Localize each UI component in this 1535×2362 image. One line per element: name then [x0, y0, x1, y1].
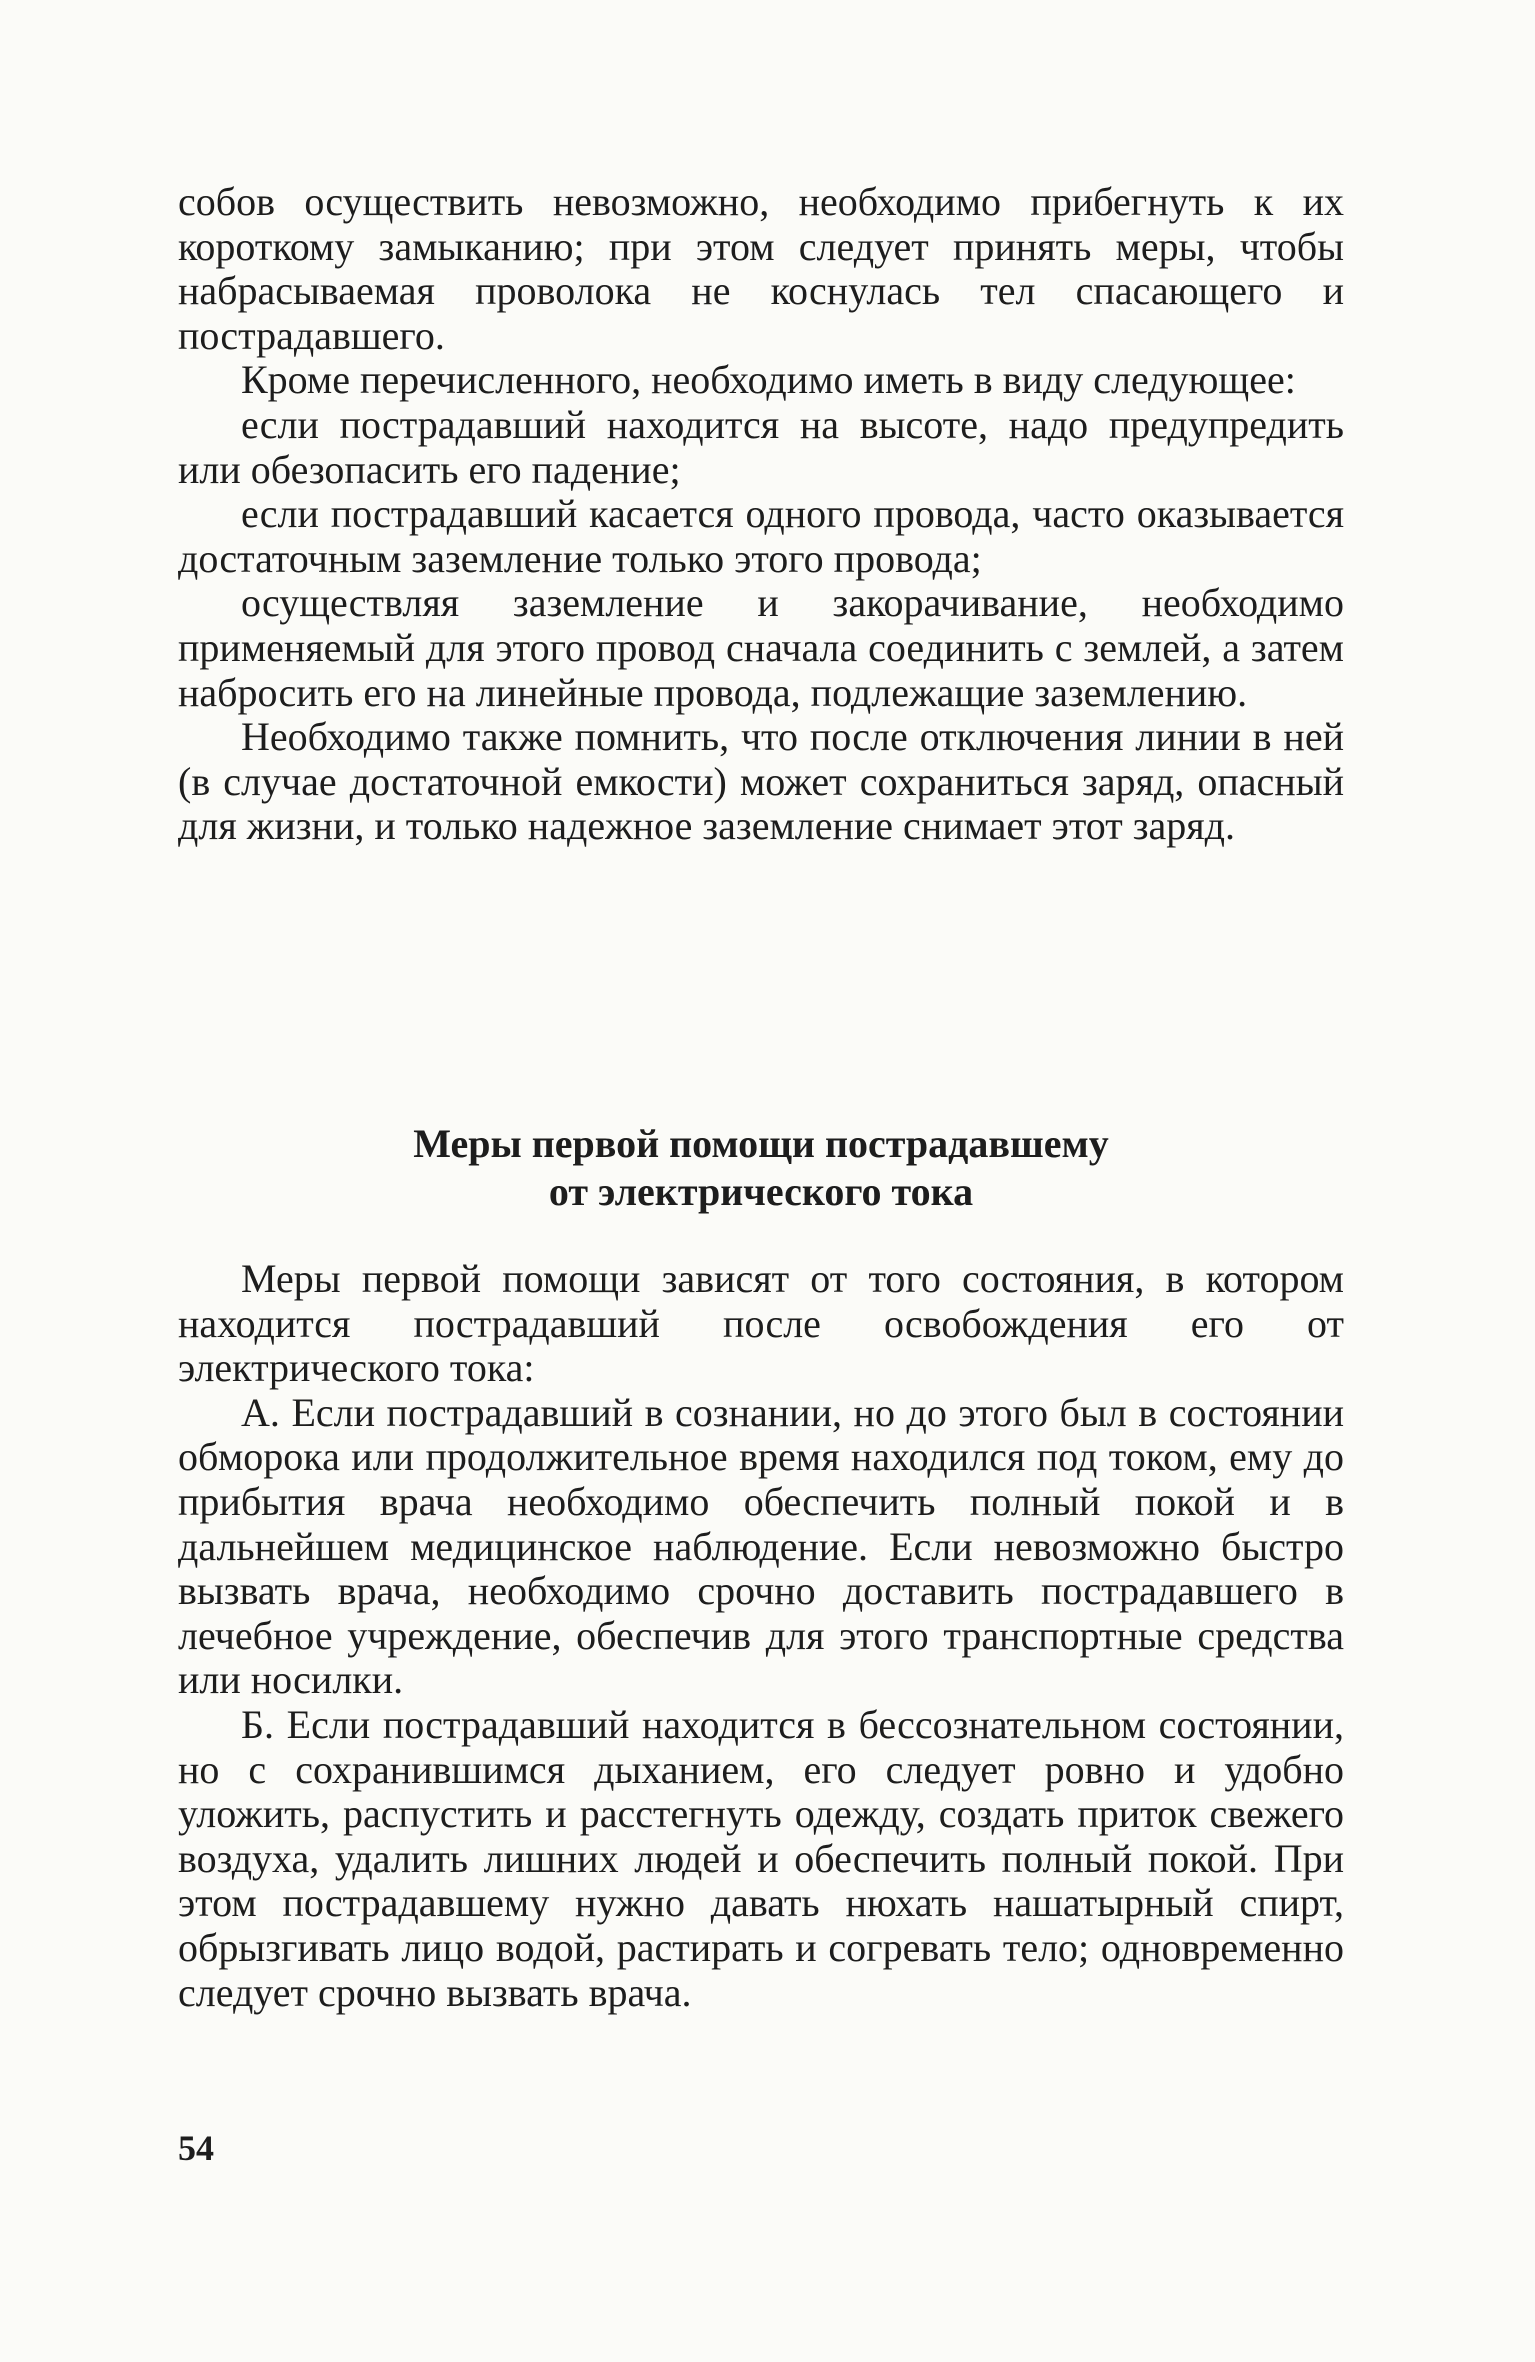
section-heading-line-1: Меры первой помощи пострадавшему [413, 1121, 1109, 1166]
paragraph: Необходимо также помнить, что после отключения линии в ней (в случае достаточной емкости) может сохраниться заряд, опасный для жизни, и только надежное заземление снимает этот заряд. [178, 714, 1344, 849]
top-text-block [178, 180, 1344, 849]
paragraph: Кроме перечисленного, необходимо иметь в виду следующее: [241, 357, 1296, 403]
paragraph: Б. Если пострадавший находится в бессознательном состоянии, но с сохранившимся дыханием, его следует ровно и удобно уложить, распустить и расстегнуть одежду, создать приток свежего воздуха, удалить лишних людей и обеспечить полный покой. При этом пострадавшему нужно давать нюхать нашатырный спирт, обрызгивать лицо водой, растирать и согревать тело; одновременно следует срочно вызвать врача. [178, 1701, 1344, 2015]
paragraph-continuation: собов осуществить невозможно, необходимо прибегнуть к их короткому замыканию; при этом следует принять меры, чтобы набрасываемая проволока не коснулась тел спасающего и пострадавшего. [178, 179, 1344, 358]
paragraph: осуществляя заземление и закорачивание, необходимо применяемый для этого провод сначала соединить с землей, а затем набросить его на линейные провода, подлежащие заземлению. [178, 580, 1344, 715]
paragraph: если пострадавший находится на высоте, надо предупредить или обезопасить его падение; [178, 401, 1344, 492]
paragraph: А. Если пострадавший в сознании, но до этого был в состоянии обморока или продолжительное время находился под током, ему до прибытия врача необходимо обеспечить полный покой и в дальнейшем медицинское наблюдение. Если невозможно быстро вызвать врача, необходимо срочно доставить пострадавшего в лечебное учреждение, обеспечив для этого транспортные средства или носилки. [178, 1389, 1344, 1703]
page-number: 54 [178, 2128, 214, 2168]
paragraph: Меры первой помощи зависят от того состояния, в котором находится пострадавший после освобождения его от электрического тока: [178, 1256, 1344, 1391]
section-heading [178, 1120, 1344, 1216]
section-heading-line-2: от электрического тока [548, 1169, 974, 1214]
paragraph: если пострадавший касается одного провода, часто оказывается достаточным заземление только этого провода; [178, 491, 1344, 581]
bottom-text-block [178, 1257, 1344, 2015]
